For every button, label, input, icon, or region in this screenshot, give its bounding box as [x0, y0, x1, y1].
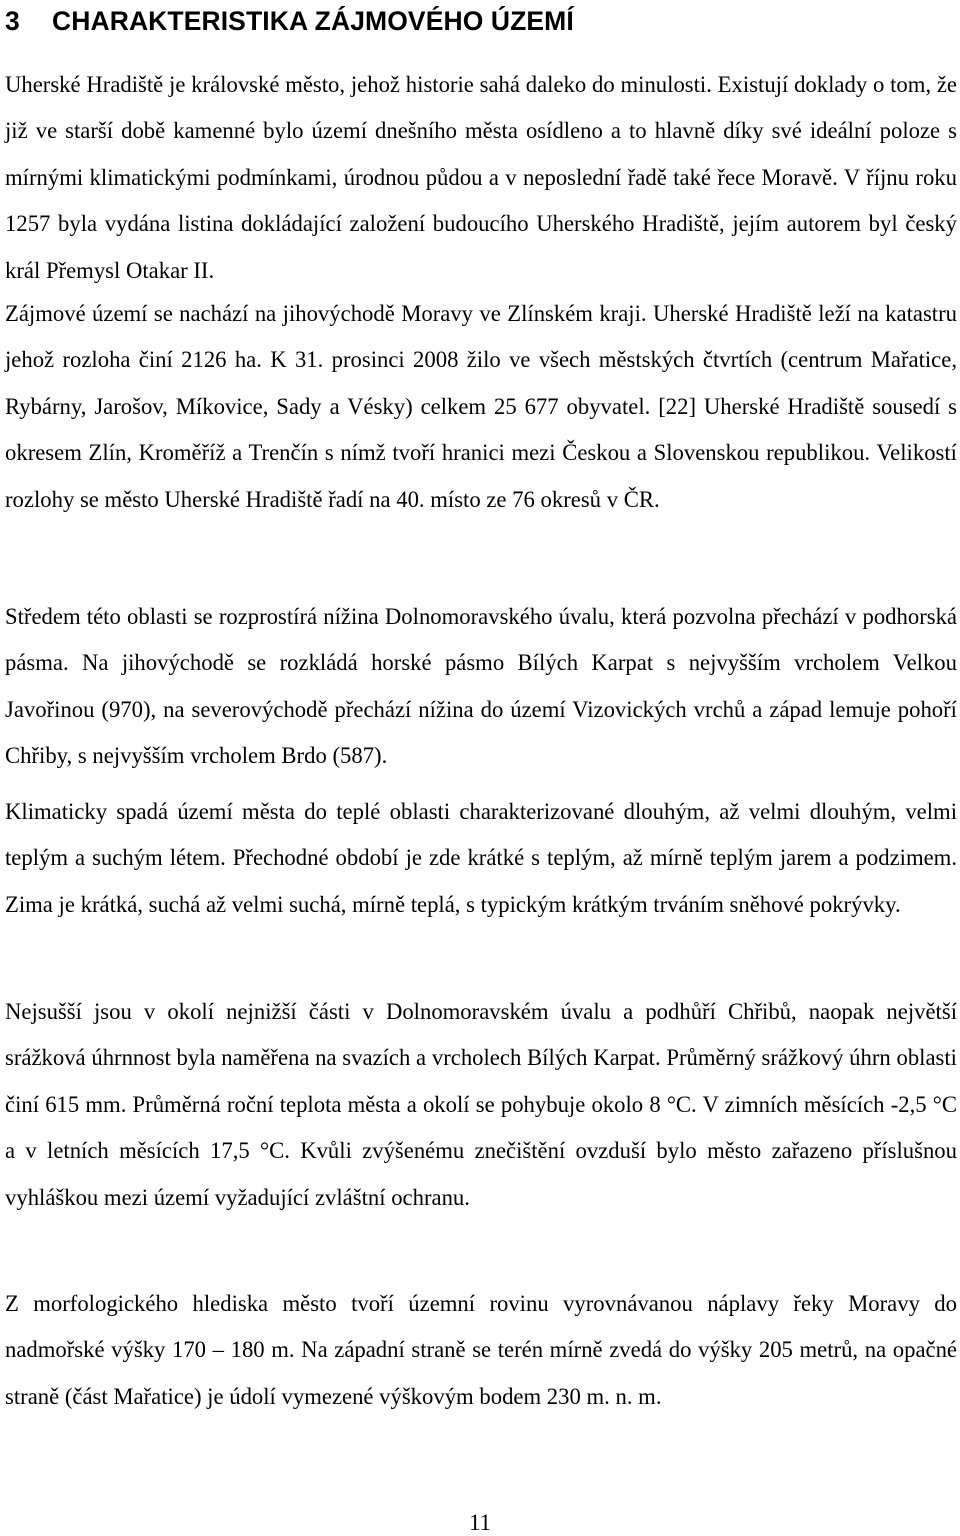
paragraph-relief: Středem této oblasti se rozprostírá nížina Dolnomoravského úvalu, která pozvolna přechází v podhorská pásma. Na jihovýchodě se rozkládá horské pásmo Bílých Karpat s nejvyšším vrcholem Velkou Javořinou (970), na severovýchodě přechází nížina do území Vizovických vrchů a západ lemuje pohoří Chřiby, s nejvyšším vrcholem Brdo (587).: [5, 604, 957, 769]
paragraph-location: Zájmové území se nachází na jihovýchodě Moravy ve Zlínském kraji. Uherské Hradiště leží na katastru jehož rozloha činí 2126 ha. K 31. prosinci 2008 žilo ve všech městských čtvrtích (centrum Mařatice, Rybárny, Jarošov, Míkovice, Sady a Vésky) celkem 25 677 obyvatel. [22] Uherské Hradiště sousedí s okresem Zlín, Kroměříž a Trenčín s nímž tvoří hranici mezi Českou a Slovenskou republikou. Velikostí rozlohy se město Uherské Hradiště řadí na 40. místo ze 76 okresů v ČR.: [5, 301, 957, 512]
page-number: 11: [469, 1510, 491, 1535]
section-title: CHARAKTERISTIKA ZÁJMOVÉHO ÚZEMÍ: [52, 6, 574, 36]
paragraph-history: Uherské Hradiště je královské město, jehož historie sahá daleko do minulosti. Existují doklady o tom, že již ve starší době kamenné bylo území dnešního města osídleno a to hlavně díky své ideální poloze s mírnými klimatickými podmínkami, úrodnou půdou a v neposlední řadě také řece Moravě. V říjnu roku 1257 byla vydána listina dokládající založení budoucího Uherského Hradiště, jejím autorem byl český král Přemysl Otakar II.: [5, 72, 957, 283]
paragraph-morphology: Z morfologického hlediska město tvoří územní rovinu vyrovnávanou náplavy řeky Moravy do nadmořské výšky 170 – 180 m. Na západní straně se terén mírně zvedá do výšky 205 metrů, na opačné straně (část Mařatice) je údolí vymezené výškovým bodem 230 m. n. m.: [5, 1291, 957, 1409]
section-heading: [5, 4, 574, 38]
paragraph-climate: Klimaticky spadá území města do teplé oblasti charakterizované dlouhým, až velmi dlouhým, velmi teplým a suchým létem. Přechodné období je zde krátké s teplým, až mírně teplým jarem a podzimem. Zima je krátká, suchá až velmi suchá, mírně teplá, s typickým krátkým trváním sněhové pokrývky.: [5, 799, 957, 917]
section-number: 3: [5, 6, 20, 36]
paragraph-precipitation: Nejsušší jsou v okolí nejnižší části v Dolnomoravském úvalu a podhůří Chřibů, naopak největší srážková úhrnnost byla naměřena na svazích a vrcholech Bílých Karpat. Průměrný srážkový úhrn oblasti činí 615 mm. Průměrná roční teplota města a okolí se pohybuje okolo 8 °C. V zimních měsících -2,5 °C a v letních měsících 17,5 °C. Kvůli zvýšenému znečištění ovzduší bylo město zařazeno příslušnou vyhláškou mezi území vyžadující zvláštní ochranu.: [5, 999, 957, 1210]
